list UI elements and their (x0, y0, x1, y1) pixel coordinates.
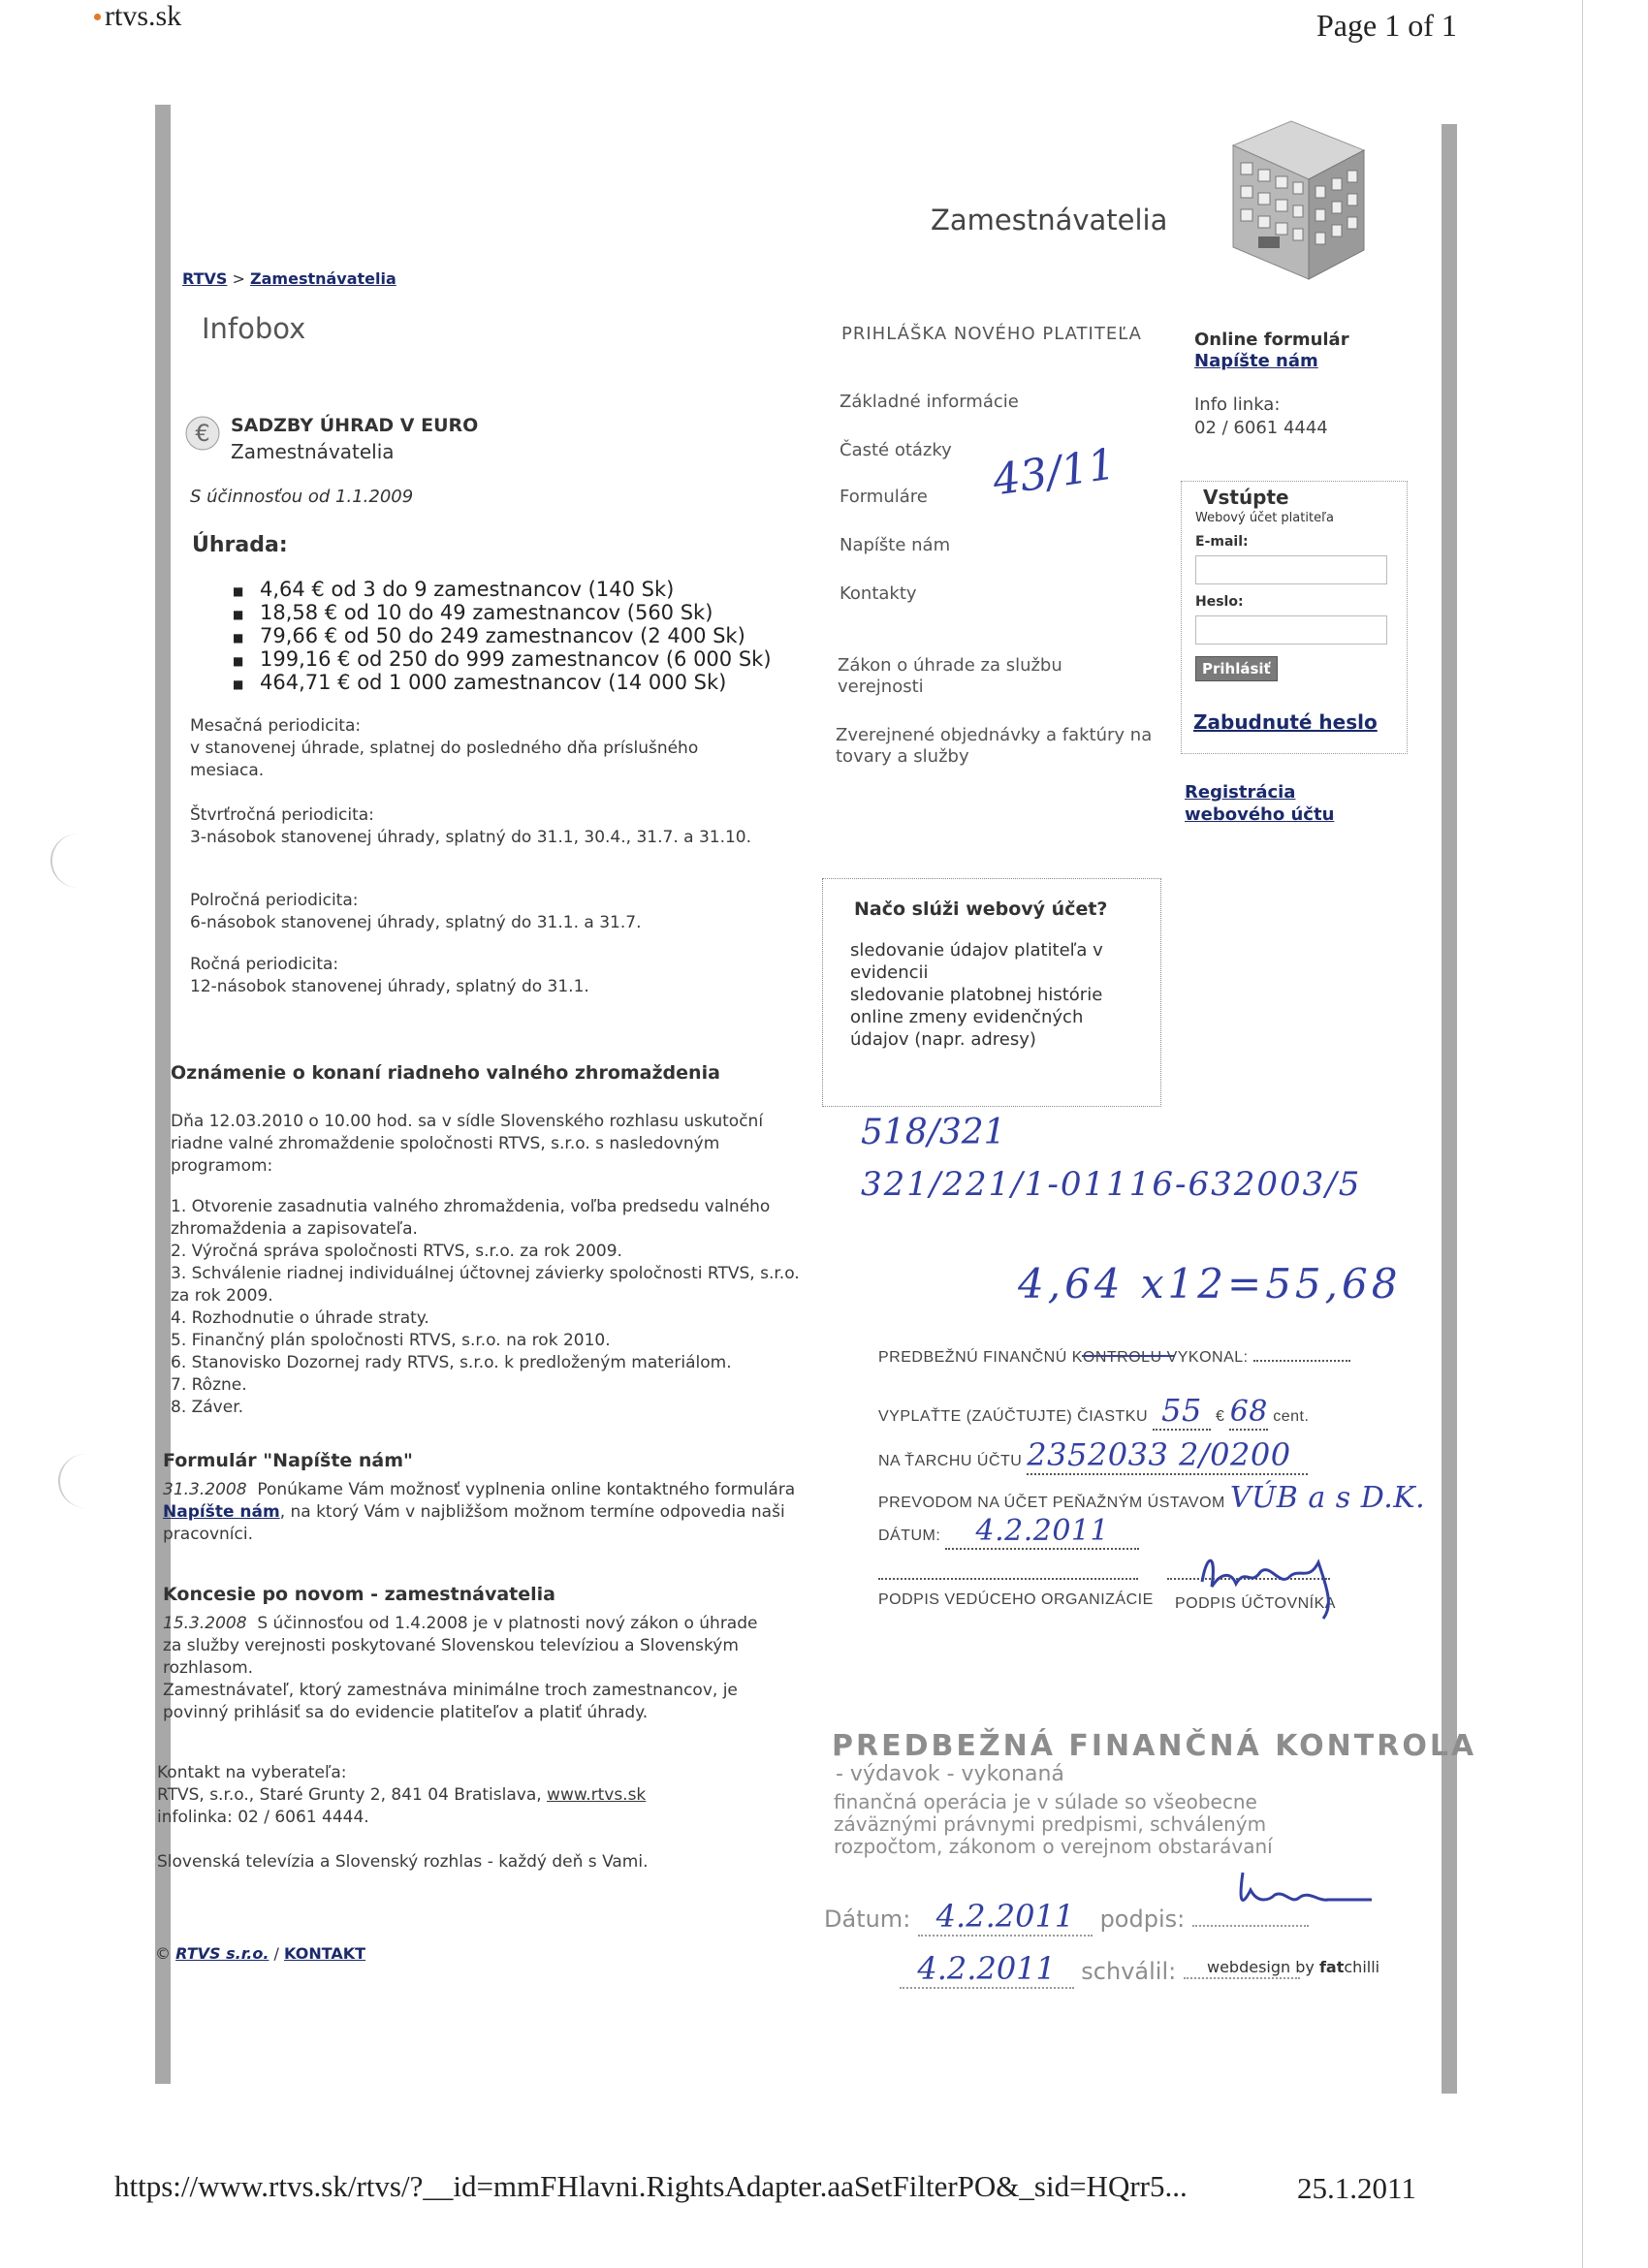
forgot-password-link[interactable]: Zabudnuté heslo (1193, 710, 1378, 734)
rtvs-footer-link[interactable]: RTVS s.r.o. (175, 1944, 269, 1963)
stamp2-date-label: Dátum: (824, 1906, 911, 1933)
stamp-line-amount (878, 1392, 1309, 1431)
register-web-account-link[interactable] (1185, 781, 1334, 826)
page-footer (155, 1944, 365, 1963)
program-item: 5. Finančný plán spoločnosti RTVS, s.r.o. na rok 2010. (171, 1331, 611, 1350)
contact-address: RTVS, s.r.o., Staré Grunty 2, 841 04 Bratislava, (157, 1785, 542, 1805)
form-news-body-end: , na ktorý Vám v najbližšom možnom termíne odpovedia naši pracovníci. (163, 1502, 785, 1544)
info-line-number: 02 / 6061 4444 (1194, 418, 1328, 438)
notice-heading: Oznámenie o konaní riadneho valného zhromaždenia (171, 1062, 720, 1084)
why-box-title: Načo slúži webový účet? (854, 898, 1108, 920)
rates-heading: SADZBY ÚHRAD V EURO (231, 415, 479, 436)
rates-subheading: Zamestnávatelia (231, 440, 395, 463)
print-site: rtvs.sk (105, 0, 182, 32)
rate-item: ■ 4,64 € od 3 do 9 zamestnancov (140 Sk) (233, 578, 814, 601)
stamp2-text-line: rozpočtom, zákonom o verejnom obstarávaní (834, 1835, 1273, 1858)
handwritten-calc: 4,64 x12=55,68 (1018, 1260, 1402, 1307)
write-us-link[interactable]: Napíšte nám (1194, 351, 1318, 371)
right-page-border (1442, 124, 1457, 2094)
program-item: 6. Stanovisko Dozornej rady RTVS, s.r.o. k predloženým materiálom. (171, 1353, 732, 1372)
handwritten-euros: 55 (1153, 1392, 1211, 1431)
login-button[interactable]: Prihlásiť (1195, 656, 1278, 681)
web-account-info-box (822, 878, 1161, 1107)
email-input[interactable] (1195, 555, 1387, 584)
hole-punch (58, 1454, 114, 1508)
hole-punch (50, 834, 107, 888)
notice-intro: Dňa 12.03.2010 o 10.00 hod. sa v sídle Slovenského rozhlasu uskutoční riadne valné zhromaždenie spoločnosti RTVS, s.r.o. s nasledovným programom: (171, 1112, 764, 1176)
stamp2-text-line: finančná operácia je v súlade so všeobecne (834, 1790, 1257, 1813)
rate-item: ■ 79,66 € od 50 do 249 zamestnancov (2 400 Sk) (233, 624, 814, 647)
form-news-heading: Formulár "Napíšte nám" (163, 1450, 413, 1471)
password-input[interactable] (1195, 615, 1387, 645)
why-box-item: online zmeny evidenčných údajov (napr. adresy) (850, 1007, 1084, 1050)
handwritten-date: 4.2.2011 (945, 1514, 1139, 1550)
stamp-euro-sign: € (1215, 1408, 1225, 1425)
stamp2-approved-row (824, 1950, 1300, 1989)
menu-faq[interactable]: Časté otázky (840, 440, 952, 460)
rate-item: ■ 199,16 € od 250 do 999 zamestnancov (6 000 Sk) (233, 647, 814, 671)
why-box-item: sledovanie platobnej histórie (850, 985, 1103, 1005)
stamp-line-bank (878, 1481, 1425, 1515)
stamp-control-label: PREDBEŽNÚ FINANČNÚ KONTROLU VYKONAL: (878, 1349, 1249, 1366)
rate-item: ■ 464,71 € od 1 000 zamestnancov (14 000 Sk) (233, 671, 814, 694)
page-title: Zamestnávatelia (931, 204, 1168, 236)
period-label: Ročná periodicita: (190, 955, 339, 974)
handwritten-cents: 68 (1229, 1395, 1268, 1429)
contact-label: Kontakt na vyberateľa: (157, 1763, 347, 1782)
period-text: 3-násobok stanovenej úhrady, splatný do 31.1, 30.4., 31.7. a 31.10. (190, 828, 752, 847)
rates-list (233, 578, 814, 694)
why-box-list (850, 939, 1141, 1051)
period-label: Polročná periodicita: (190, 891, 359, 910)
copyright: © (155, 1944, 171, 1963)
period-label: Mesačná periodicita: (190, 716, 362, 736)
period-yearly (190, 954, 772, 998)
program-item: 1. Otvorenie zasadnutia valného zhromaždenia, voľba predsedu valného zhromaždenia a zapisovateľa. (171, 1197, 771, 1239)
breadcrumb-separator: > (232, 269, 245, 288)
webdesign-rest: chilli (1344, 1958, 1380, 1976)
password-label: Heslo: (1195, 594, 1244, 610)
why-box-item: sledovanie údajov platiteľa v evidencii (850, 940, 1103, 983)
stamp-line-control (878, 1349, 1350, 1367)
stamp-line-account (878, 1436, 1308, 1475)
handwritten-stamp-date: 4.2.2011 (918, 1898, 1093, 1937)
webdesign-prefix: webdesign by (1207, 1958, 1315, 1976)
period-text: v stanovenej úhrade, splatnej do posledného dňa príslušného mesiaca. (190, 739, 699, 780)
notice-program (171, 1196, 810, 1419)
stamp2-title: PREDBEŽNÁ FINANČNÁ KONTROLA (832, 1729, 1477, 1763)
stamp-account-label: NA ŤARCHU ÚČTU (878, 1453, 1023, 1469)
period-half-year (190, 890, 772, 934)
concession-heading: Koncesie po novom - zamestnávatelia (163, 1584, 555, 1605)
stamp2-approved-dots (1184, 1977, 1300, 1979)
online-form-label: Online formulár (1194, 330, 1349, 350)
menu-new-payer[interactable]: PRIHLÁŠKA NOVÉHO PLATITEĽA (841, 324, 1142, 344)
stamp-bank-label: PREVODOM NA ÚČET PEŇAŽNÝM ÚSTAVOM (878, 1495, 1225, 1511)
stamp-amount-label: VYPLAŤTE (ZAÚČTUJTE) ČIASTKU (878, 1408, 1149, 1425)
svg-text:€: € (195, 420, 210, 447)
program-item: 2. Výročná správa spoločnosti RTVS, s.r.o. za rok 2009. (171, 1242, 622, 1261)
scan-edge (1582, 0, 1583, 2268)
menu-law[interactable]: Zákon o úhrade za službu verejnosti (838, 655, 1062, 697)
info-line (1194, 394, 1328, 440)
register-line-1: Registrácia (1185, 782, 1296, 803)
rate-item: ■ 18,58 € od 10 do 49 zamestnancov (560 Sk) (233, 601, 814, 624)
period-label: Štvrťročná periodicita: (190, 805, 374, 825)
login-box (1181, 481, 1408, 754)
program-item: 3. Schválenie riadnej individuálnej účtovnej závierky spoločnosti RTVS, s.r.o. za rok 2009. (171, 1264, 800, 1306)
signature-accountant-image (1192, 1543, 1347, 1621)
contact-infolinka: infolinka: 02 / 6061 4444. (157, 1808, 369, 1827)
print-page-number: Page 1 of 1 (1316, 8, 1457, 43)
register-line-2: webového účtu (1185, 804, 1335, 825)
menu-contacts[interactable]: Kontakty (840, 583, 917, 604)
signature-stamp2-image (1231, 1861, 1377, 1929)
form-news-date: 31.3.2008 (163, 1480, 247, 1499)
handwritten-bank: VÚB a s D.K. (1229, 1481, 1426, 1515)
login-subtitle: Webový účet platiteľa (1195, 511, 1334, 525)
building-icon (1223, 116, 1369, 281)
contact-block (157, 1762, 777, 1829)
rates-effective-date: S účinnosťou od 1.1.2009 (190, 487, 414, 507)
bullet-dot (94, 14, 101, 20)
menu-forms[interactable]: Formuláre (840, 487, 928, 507)
handwritten-line-2: 321/221/1-01116-632003/5 (861, 1165, 1362, 1204)
contact-web-link[interactable]: www.rtvs.sk (547, 1785, 647, 1805)
euro-icon (184, 415, 221, 452)
concession-body-2: Zamestnávateľ, ktorý zamestnáva minimálne troch zamestnancov, je povinný prihlásiť sa do evidencie platiteľov a platiť úhrady. (163, 1681, 738, 1722)
infobox-title: Infobox (202, 312, 306, 345)
concession-body: S účinnosťou od 1.4.2008 je v platnosti nový zákon o úhrade za služby verejnosti poskytované Slovenskou televíziou a Slovenským rozhlasom. (163, 1614, 758, 1678)
menu-write-us[interactable]: Napíšte nám (840, 535, 951, 555)
period-quarterly (190, 804, 772, 849)
info-line-label: Info linka: (1194, 394, 1281, 415)
print-date: 25.1.2011 (1297, 2171, 1416, 2205)
login-title: Vstúpte (1203, 486, 1289, 509)
webdesign-fat: fat (1318, 1958, 1345, 1976)
email-label: E-mail: (1195, 534, 1249, 550)
handwritten-account: 2352033 2/0200 (1027, 1436, 1308, 1475)
program-item: 4. Rozhodnutie o úhrade straty. (171, 1308, 429, 1328)
menu-basic-info[interactable]: Základné informácie (840, 392, 1019, 412)
breadcrumb-current-link[interactable]: Zamestnávatelia (250, 269, 396, 288)
footer-separator: / (273, 1944, 279, 1963)
stamp2-text (834, 1791, 1377, 1858)
stamp-date-label: DÁTUM: (878, 1528, 941, 1544)
program-item: 7. Rôzne. (171, 1375, 247, 1395)
period-text: 12-násobok stanovenej úhrady, splatný do 31.1. (190, 977, 589, 996)
menu-orders-invoices[interactable]: Zverejnené objednávky a faktúry na tovary a služby (836, 725, 1153, 767)
slogan: Slovenská televízia a Slovenský rozhlas - každý deň s Vami. (157, 1852, 649, 1872)
handwritten-approved-date: 4.2.2011 (900, 1950, 1074, 1989)
stamp2-text-line: záväznými právnymi predpismi, schváleným (834, 1812, 1267, 1836)
stamp-cent-label: cent. (1273, 1408, 1310, 1425)
period-monthly (190, 715, 772, 782)
period-text: 6-násobok stanovenej úhrady, splatný do 31.1. a 31.7. (190, 913, 642, 932)
form-news-text (163, 1479, 803, 1546)
stamp2-approved-label: schválil: (1081, 1958, 1177, 1985)
stamp2-sign-label: podpis: (1099, 1906, 1186, 1933)
stamp-signature-director: PODPIS VEDÚCEHO ORGANIZÁCIE (878, 1591, 1154, 1608)
breadcrumb (182, 269, 396, 288)
breadcrumb-home-link[interactable]: RTVS (182, 269, 228, 288)
print-url: https://www.rtvs.sk/rtvs/?__id=mmFHlavni.RightsAdapter.aaSetFilterPO&_sid=HQrr5... (114, 2169, 1188, 2203)
uhrada-label: Úhrada: (192, 533, 288, 557)
form-news-body: Ponúkame Vám možnosť vyplnenia online kontaktného formulára (257, 1480, 796, 1499)
signature-line-director (878, 1578, 1138, 1580)
concession-text (163, 1613, 764, 1724)
concession-date: 15.3.2008 (163, 1614, 247, 1633)
handwritten-line-1: 518/321 (861, 1113, 1006, 1152)
program-item: 8. Záver. (171, 1398, 244, 1417)
contact-footer-link[interactable]: KONTAKT (284, 1944, 366, 1963)
stamp2-subtitle: - výdavok - vykonaná (836, 1762, 1064, 1786)
write-us-inline-link[interactable]: Napíšte nám (163, 1502, 280, 1522)
stamp-signature-accountant: PODPIS ÚČTOVNÍKA (1175, 1595, 1336, 1612)
handwritten-top-note: 43/11 (990, 439, 1119, 506)
stamp-dots (1253, 1360, 1350, 1362)
stamp-line-date (878, 1514, 1139, 1550)
